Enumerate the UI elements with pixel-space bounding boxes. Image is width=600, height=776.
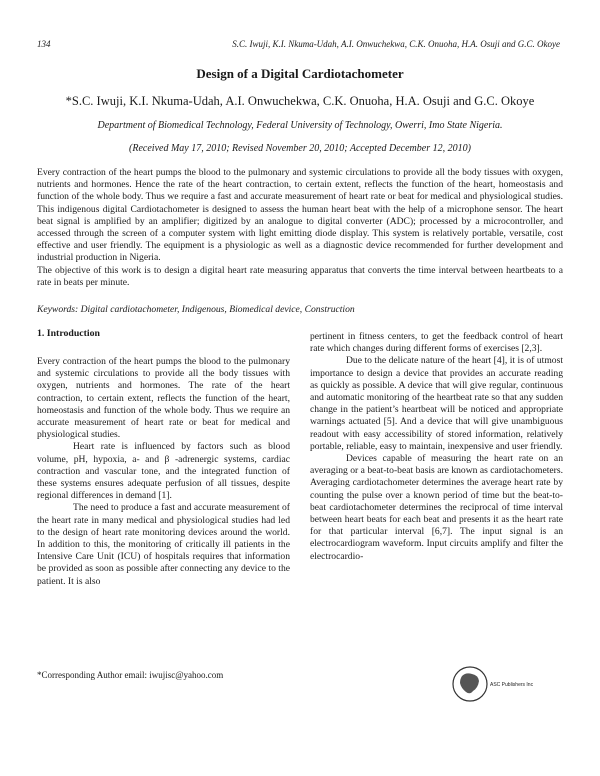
- abstract: [37, 167, 563, 289]
- publisher-name: ASC Publishers Inc: [490, 682, 534, 688]
- running-head: S.C. Iwuji, K.I. Nkuma-Udah, A.I. Onwuchekwa, C.K. Onuoha, H.A. Osuji and G.C. Okoye: [232, 39, 560, 49]
- affiliation: Department of Biomedical Technology, Federal University of Technology, Owerri, Imo State Nigeria.: [97, 120, 503, 131]
- abstract-paragraph: The objective of this work is to design a digital heart rate measuring apparatus that converts the time interval between heartbeats to a rate in beats per minute.: [37, 264, 563, 288]
- body-paragraph: pertinent in fitness centers, to get the feedback control of heart rate which changes during different forms of exercises [2,3].: [310, 331, 563, 355]
- submission-dates: (Received May 17, 2010; Revised November 20, 2010; Accepted December 12, 2010): [129, 143, 471, 154]
- keywords: Keywords: Digital cardiotachometer, Indigenous, Biomedical device, Construction: [37, 304, 355, 315]
- page-number: 134: [37, 39, 51, 49]
- body-paragraph: Due to the delicate nature of the heart [4], it is of utmost importance to design a device that provides an accurate reading as quickly as possible. A device that will give regular, continuous and automatic monitoring of the heartbeat rate so that any sudden change in the patient’s heartbeat will be noticed and appropriate warnings actuated [5]. And a device that will give unambiguous readout with easy accessibility of stored information, relatively portable, reliable, easy to maintain, inexpensive and user friendly.: [310, 355, 563, 452]
- abstract-paragraph: Every contraction of the heart pumps the blood to the pulmonary and systemic circulations to provide all the body tissues with oxygen, nutrients and hormones. Hence the rate of the heart contraction, to certain extent, reflects the function of the heart, homeostasis and function of the whole body. Thus we require a fast and accurate measurement of heart rate or beat for medical and physiological studies. This indigenous digital Cardiotachometer is designed to assess the human heart beat with the help of a microphone sensor. The heart beat signal is amplified by an amplifier; digitized by an analogue to digital converter (ADC); processed by a microcontroller, and accessed through the screen of a computer system with light emitting diode display. This system is relatively portable, versatile, cost effective and user friendly. The equipment is a physiologic as well as a diagnostic device recommended for further development and industrial production in Nigeria.: [37, 167, 563, 264]
- left-column: [37, 356, 290, 588]
- body-paragraph: Every contraction of the heart pumps the blood to the pulmonary and systemic circulations to provide all the body tissues with oxygen, nutrients and hormones. The rate of the heart contraction, to certain extent, reflects the function of the heart, homeostasis and function of the whole body. Thus we require an accurate measurement of heart rate or beat for medical and physiological studies.: [37, 356, 290, 441]
- body-paragraph: Devices capable of measuring the heart rate on an averaging or a beat-to-beat basis are known as cardiotachometers. Averaging cardiotachometer determines the average heart rate by counting the pulse over a known period of time but the beat-to-beat cardiotachometer determines the reciprocal of time interval between heart beats for each beat and presents it as the heart rate for that particular interval [6,7]. The input signal is an electrocardiogram waveform. Input circuits amplify and filter the electrocardio-: [310, 453, 563, 562]
- publisher-logo: [448, 664, 548, 704]
- paper-title: Design of a Digital Cardiotachometer: [196, 66, 404, 81]
- body-paragraph: The need to produce a fast and accurate measurement of the heart rate in many medical and physiological studies had led to the design of heart rate monitoring devices around the world. In addition to this, the monitoring of critically ill patients in the Intensive Care Unit (ICU) of hospitals requires that information be provided as soon as possible after connecting any device to the patient. It is also: [37, 502, 290, 587]
- body-paragraph: Heart rate is influenced by factors such as blood volume, pH, hypoxia, a- and β -adrenergic systems, cardiac contraction and vascular tone, and the integrated function of these systems ensures adequate perfusion of all tissues, despite regional differences in demand [1].: [37, 441, 290, 502]
- author-list: *S.C. Iwuji, K.I. Nkuma-Udah, A.I. Onwuchekwa, C.K. Onuoha, H.A. Osuji and G.C. Okoye: [65, 94, 535, 108]
- right-column: [310, 331, 563, 563]
- africa-map-icon: [460, 673, 479, 693]
- corresponding-author-footnote: *Corresponding Author email: iwujisc@yahoo.com: [37, 670, 224, 680]
- section-heading: 1. Introduction: [37, 328, 100, 339]
